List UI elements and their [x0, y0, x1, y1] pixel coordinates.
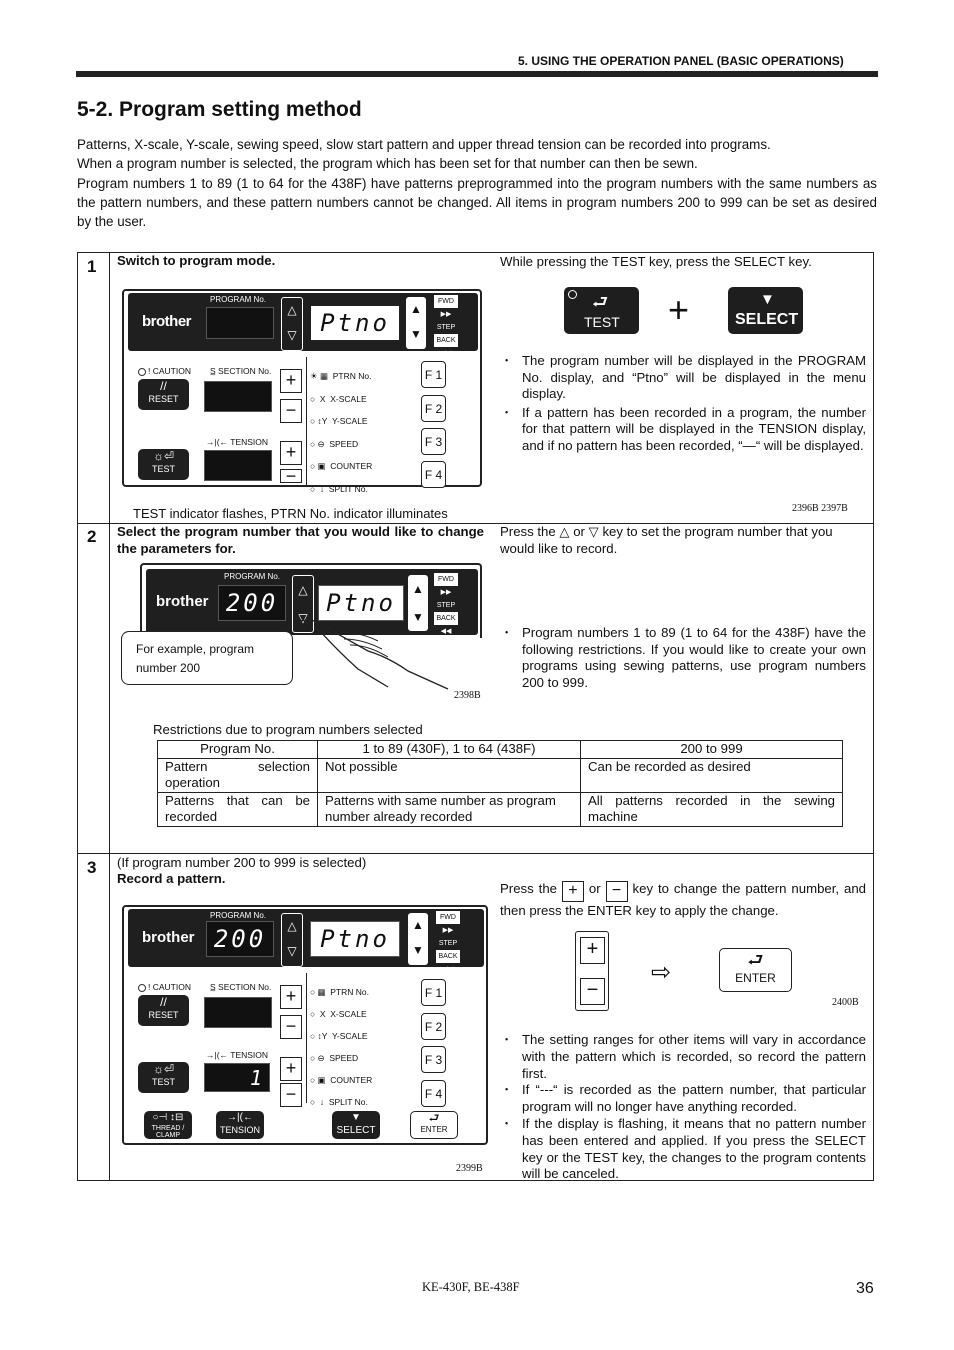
- program-no-display: 200: [218, 585, 286, 621]
- brand-logo: brother: [142, 929, 195, 946]
- indicator-list: [310, 981, 372, 1113]
- note: ・ If a pattern has been recorded in a program, the number for that pattern will be displayed in the TENSION display, and if no pattern has been recorded, “—“ will be displayed.: [500, 405, 866, 455]
- back-arrow-icon: ◀◀: [440, 350, 452, 357]
- plus-key[interactable]: +: [280, 441, 302, 465]
- back-arrow-icon: ◀◀: [442, 966, 454, 973]
- section-no-display: [204, 997, 272, 1028]
- step-notes: [500, 1032, 866, 1183]
- step-number: 1: [87, 257, 97, 276]
- figure-id: 2400B: [832, 997, 859, 1008]
- test-key[interactable]: [564, 287, 639, 334]
- operation-panel: [122, 289, 482, 494]
- note: ・ Program numbers 1 to 89 (1 to 64 for the 438F) have the following restrictions. If you would like to create your own programs using sewing patterns, use program numbers 200 to 999.: [500, 625, 866, 691]
- step-heading: Switch to program mode.: [117, 253, 276, 268]
- menu-display: Ptno: [318, 585, 404, 621]
- menu-keys[interactable]: [408, 913, 428, 965]
- enter-key-label: ENTER: [735, 971, 776, 985]
- plus-key[interactable]: +: [280, 369, 302, 393]
- example-callout: For example, program number 200: [121, 631, 293, 685]
- table-cell: Can be recorded as desired: [581, 758, 843, 792]
- reset-label: RESET: [148, 1010, 179, 1020]
- program-no-label: PROGRAM No.: [224, 572, 281, 581]
- down-triangle-icon[interactable]: ▼: [412, 943, 424, 957]
- test-label: TEST: [151, 1077, 175, 1087]
- plus-key[interactable]: +: [580, 937, 605, 964]
- forward-arrow-icon: ▶▶: [442, 927, 454, 934]
- table-header: 1 to 89 (430F), 1 to 64 (438F): [318, 741, 581, 759]
- step-notes: [500, 353, 866, 454]
- row-divider: [78, 853, 873, 854]
- figure-caption: TEST indicator flashes, PTRN No. indicator illuminates: [133, 506, 448, 521]
- section-no-label: S̲ SECTION No.: [210, 982, 272, 992]
- divider: [306, 357, 307, 487]
- fwd-label: FWD: [434, 573, 458, 586]
- plus-sign: +: [668, 289, 690, 330]
- test-led: [568, 290, 577, 299]
- brand-logo: brother: [142, 313, 191, 330]
- enter-key-label: ENTER: [420, 1125, 448, 1134]
- footer-model: KE-430F, BE-438F: [422, 1280, 520, 1294]
- table-header: 200 to 999: [581, 741, 843, 759]
- caution-label: ! CAUTION: [148, 366, 191, 376]
- note: ・ The program number will be displayed in the PROGRAM No. display, and “Ptno” will be displayed in the menu display.: [500, 353, 866, 403]
- brand-logo: brother: [156, 593, 209, 610]
- up-triangle-icon[interactable]: ▲: [410, 302, 422, 316]
- plus-key-icon: +: [562, 881, 584, 902]
- fwd-back-indicators: [436, 911, 460, 976]
- table-header-row: [158, 741, 843, 759]
- table-cell: All patterns recorded in the sewing machine: [581, 792, 843, 826]
- figure-id: 2396B 2397B: [792, 503, 848, 514]
- return-icon: ⮐: [428, 1111, 440, 1125]
- restrictions-table: [157, 740, 843, 827]
- tension-label: →|(← TENSION: [206, 437, 269, 447]
- tension-display: [204, 450, 272, 481]
- note: ・ The setting ranges for other items will vary in accordance with the pattern which is recorded, so record the pattern first.: [500, 1032, 866, 1082]
- page-title: 5-2. Program setting method: [77, 98, 362, 121]
- step-instruction: Press the △ or ▽ key to set the program number that you would like to record.: [500, 524, 833, 556]
- minus-key[interactable]: −: [280, 1015, 302, 1039]
- step-label: STEP: [436, 324, 456, 331]
- up-down-keys[interactable]: [281, 297, 303, 351]
- down-triangle-icon[interactable]: ▼: [410, 327, 422, 341]
- test-icon: ☼⏎: [152, 449, 175, 463]
- x-scale-indicator: ○ X X-SCALE: [310, 1009, 367, 1019]
- table-row: [158, 792, 843, 826]
- f4-key[interactable]: F 4: [421, 461, 446, 488]
- tension-icon: →|(←: [227, 1112, 253, 1123]
- split-no-indicator: ○ ↓ SPLIT No.: [310, 1097, 368, 1107]
- note: ・ If “---“ is recorded as the pattern number, that particular program will no longer have anything recorded.: [500, 1082, 866, 1116]
- f3-key[interactable]: F 3: [421, 1046, 446, 1073]
- step-instruction: Press the + or − key to change the pattern number, and then press the ENTER key to apply the change.: [500, 881, 867, 918]
- caution-label: ! CAUTION: [148, 982, 191, 992]
- down-triangle-icon[interactable]: ▽: [287, 328, 297, 342]
- down-triangle-icon[interactable]: ▼: [412, 610, 424, 624]
- minus-key-icon: −: [606, 881, 628, 902]
- step-label: STEP: [436, 602, 456, 609]
- f1-key[interactable]: F 1: [421, 361, 446, 388]
- plus-key[interactable]: +: [280, 1057, 302, 1081]
- tension-label: →|(← TENSION: [206, 1050, 269, 1060]
- fwd-label: FWD: [434, 295, 458, 308]
- intro-paragraph: When a program number is selected, the program which has been set for that number can then be sewn.: [77, 156, 698, 172]
- speed-indicator: ○ ⊖ SPEED: [310, 1053, 359, 1063]
- operation-panel: [122, 905, 488, 1145]
- thread-clamp-icon: ○⊣ ↕⊟: [152, 1112, 184, 1123]
- tension-key[interactable]: [216, 1111, 264, 1139]
- reset-key[interactable]: [138, 379, 189, 410]
- select-key-label: SELECT: [336, 1125, 376, 1136]
- step-condition: (If program number 200 to 999 is selected): [117, 855, 367, 870]
- y-scale-indicator: ○ ↕Y Y-SCALE: [310, 416, 368, 426]
- steps-table: [77, 252, 874, 1181]
- program-no-display: [206, 307, 274, 339]
- tension-key-label: TENSION: [219, 1125, 260, 1135]
- counter-indicator: ○ ▣ COUNTER: [310, 461, 373, 471]
- back-arrow-icon: ◀◀: [440, 628, 452, 635]
- intro-paragraph: Program numbers 1 to 89 (1 to 64 for the 438F) have patterns preprogrammed into the program numbers with the same numbers as the pattern numbers, and these pattern numbers cannot be changed. All items in program numbers 200 to 999 can be set as desired by the user.: [77, 175, 877, 230]
- up-triangle-icon: △: [559, 524, 570, 539]
- table-cell: Patterns that can be recorded: [158, 792, 318, 826]
- split-no-indicator: ○ ↓ SPLIT No.: [310, 483, 368, 494]
- reset-icon: //: [160, 995, 167, 1009]
- return-icon: ⮐: [747, 950, 764, 970]
- menu-display: Ptno: [310, 921, 400, 957]
- up-down-keys[interactable]: [281, 913, 303, 967]
- f2-key[interactable]: F 2: [421, 1013, 446, 1040]
- table-row: [158, 758, 843, 792]
- select-key[interactable]: [332, 1111, 380, 1139]
- speed-indicator: ○ ⊖ SPEED: [310, 438, 359, 449]
- figure-id: 2398B: [454, 690, 481, 701]
- section-header: 5. USING THE OPERATION PANEL (BASIC OPERATIONS): [518, 54, 844, 68]
- down-triangle-icon: ▽: [588, 524, 599, 539]
- f2-key[interactable]: F 2: [421, 395, 446, 422]
- step-notes: [500, 625, 866, 691]
- figure-id: 2399B: [456, 1163, 483, 1174]
- up-triangle-icon[interactable]: △: [287, 303, 297, 317]
- table-cell: Not possible: [318, 758, 581, 792]
- fwd-label: FWD: [436, 911, 460, 924]
- f1-key[interactable]: F 1: [421, 979, 446, 1006]
- program-no-label: PROGRAM No.: [210, 911, 267, 920]
- thread-clamp-key[interactable]: [144, 1111, 192, 1139]
- program-no-display: 200: [206, 921, 274, 957]
- down-triangle-icon: ▼: [760, 291, 775, 308]
- header-rule: [76, 71, 878, 77]
- up-triangle-icon[interactable]: △: [298, 583, 308, 597]
- note: ・ If the display is flashing, it means that no pattern number has been entered and applied. If you press the SELECT key or the TEST key, the changes to the program contents will be canceled.: [500, 1116, 866, 1183]
- tension-display: 1: [204, 1063, 270, 1092]
- up-triangle-icon[interactable]: ▲: [412, 582, 424, 596]
- f3-key[interactable]: F 3: [421, 428, 446, 455]
- plus-key[interactable]: +: [280, 985, 302, 1009]
- minus-key[interactable]: −: [280, 1083, 302, 1107]
- page-number: 36: [856, 1280, 874, 1297]
- test-label: TEST: [151, 464, 175, 474]
- reset-label: RESET: [148, 394, 179, 404]
- enter-key[interactable]: [410, 1111, 458, 1139]
- down-triangle-icon[interactable]: ▽: [298, 611, 308, 625]
- minus-key[interactable]: −: [280, 399, 302, 423]
- restrictions-title: Restrictions due to program numbers selected: [153, 722, 423, 737]
- section-no-label: S̲ SECTION No.: [210, 366, 272, 376]
- caution-led: [138, 984, 146, 992]
- menu-keys[interactable]: [406, 297, 426, 349]
- step-heading: Record a pattern.: [117, 871, 226, 886]
- step-instruction: While pressing the TEST key, press the SELECT key.: [500, 254, 812, 269]
- enter-key[interactable]: [719, 948, 792, 992]
- y-scale-indicator: ○ ↕Y Y-SCALE: [310, 1031, 368, 1041]
- step-number: 3: [87, 858, 97, 877]
- up-triangle-icon[interactable]: △: [287, 919, 297, 933]
- up-triangle-icon[interactable]: ▲: [412, 918, 424, 932]
- ptrn-no-indicator: ○ ▦ PTRN No.: [310, 987, 369, 997]
- select-key-label: SELECT: [735, 311, 799, 328]
- program-no-label: PROGRAM No.: [210, 295, 267, 304]
- table-header: Program No.: [158, 741, 318, 759]
- display-bar: [128, 293, 478, 357]
- ptrn-no-indicator: ☀ ▦ PTRN No.: [310, 371, 372, 381]
- test-key[interactable]: [138, 1062, 189, 1093]
- return-icon: ⮐: [592, 292, 609, 312]
- step-number: 2: [87, 527, 97, 546]
- menu-display: Ptno: [310, 305, 400, 341]
- minus-key[interactable]: −: [280, 469, 302, 483]
- intro-paragraph: Patterns, X-scale, Y-scale, sewing speed, slow start pattern and upper thread tension can be recorded into programs.: [77, 137, 771, 152]
- back-label: BACK: [434, 612, 458, 625]
- reset-icon: //: [160, 379, 167, 393]
- section-no-display: [204, 381, 272, 412]
- intro-text: [77, 135, 877, 231]
- column-divider: [109, 253, 110, 1180]
- test-icon: ☼⏎: [152, 1062, 175, 1076]
- caution-led: [138, 368, 146, 376]
- x-scale-indicator: ○ X X-SCALE: [310, 393, 367, 404]
- fwd-back-indicators: [434, 295, 458, 360]
- test-key-label: TEST: [584, 314, 620, 330]
- indicator-list: [310, 365, 372, 500]
- down-triangle-icon: ▼: [351, 1112, 361, 1123]
- table-cell: Patterns with same number as program number already recorded: [318, 792, 581, 826]
- display-bar: [128, 909, 484, 973]
- divider: [306, 973, 307, 1103]
- back-label: BACK: [434, 334, 458, 347]
- down-triangle-icon[interactable]: ▽: [287, 944, 297, 958]
- step-heading: Select the program number that you would like to change the parameters for.: [117, 524, 484, 556]
- step-label: STEP: [438, 940, 458, 947]
- minus-key[interactable]: −: [580, 978, 605, 1005]
- back-label: BACK: [436, 950, 460, 963]
- right-arrow-icon: ⇨: [651, 959, 672, 986]
- test-key[interactable]: [138, 449, 189, 480]
- thread-clamp-label: THREAD / CLAMP: [151, 1125, 185, 1139]
- forward-arrow-icon: ▶▶: [440, 589, 452, 596]
- pressing-hand-icon: [298, 611, 458, 691]
- forward-arrow-icon: ▶▶: [440, 311, 452, 318]
- reset-key[interactable]: [138, 995, 189, 1026]
- counter-indicator: ○ ▣ COUNTER: [310, 1075, 373, 1085]
- plus-minus-keys: [575, 931, 609, 1011]
- select-key[interactable]: [728, 287, 803, 334]
- table-cell: Pattern selection operation: [158, 758, 318, 792]
- f4-key[interactable]: F 4: [421, 1080, 446, 1107]
